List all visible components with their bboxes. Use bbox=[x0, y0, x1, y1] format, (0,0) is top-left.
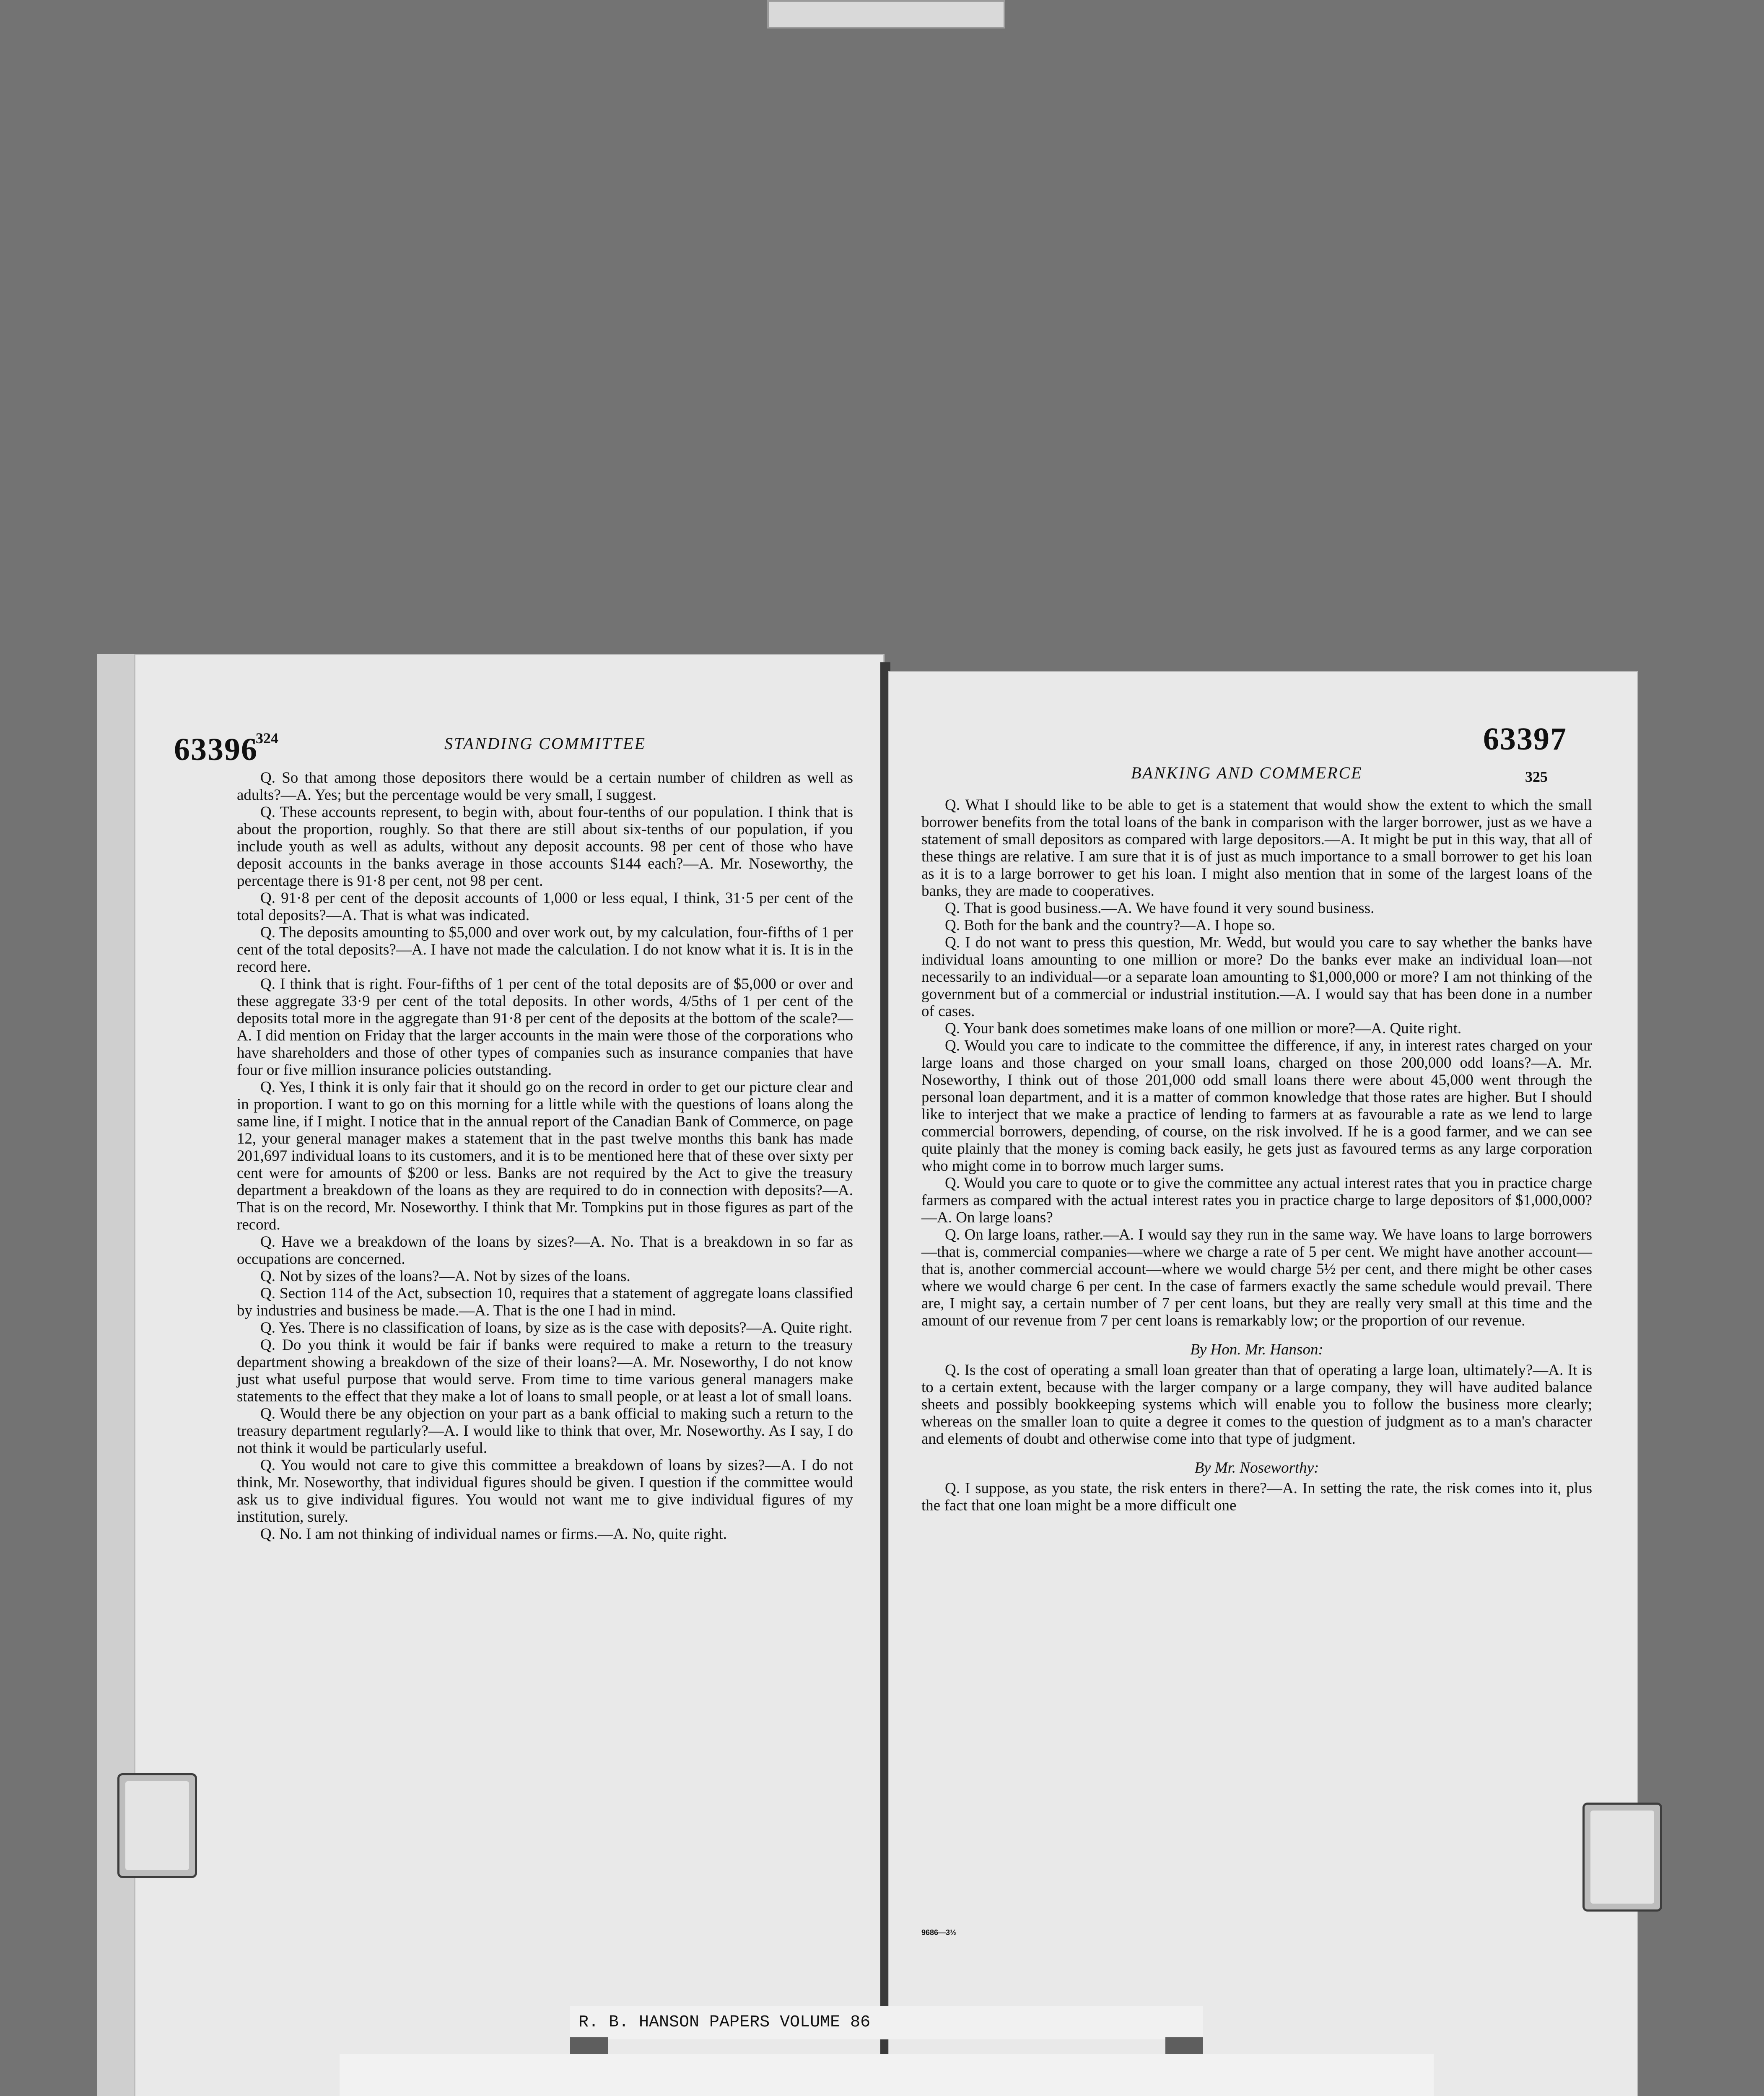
footer-printer-mark: 9686—3½ bbox=[921, 1928, 957, 1937]
right-paragraph: Q. I do not want to press this question, Mr. Wedd, but would you care to say whether the banks have individual loans amounting to one million or more? Do the banks ever make an individual loan—not necessarily to an individual—or a separate loan amounting to $1,000,000 or more? I am not thinking of the government but of a commercial or industrial institution.—A. I would say that has been done in a number of cases. bbox=[921, 934, 1592, 1020]
left-paragraph: Q. No. I am not thinking of individual names or firms.—A. No, quite right. bbox=[260, 1525, 727, 1543]
page-stack-edge bbox=[97, 654, 137, 2096]
left-paragraph: Q. Section 114 of the Act, subsection 10, requires that a statement of aggregate loans classified by industries and business be made.—A. That is the one I had in mind. bbox=[237, 1285, 853, 1319]
right-running-head: BANKING AND COMMERCE bbox=[1131, 763, 1363, 782]
right-paragraph: Q. Would you care to quote or to give the committee any actual interest rates that you in practice charge farmers as compared with the actual interest rates you in practice charge to large depositors of $1,000,000?—A. On large loans? bbox=[921, 1175, 1592, 1226]
speaker-heading-noseworthy: By Mr. Noseworthy: bbox=[1194, 1459, 1319, 1476]
archive-card bbox=[340, 2054, 1434, 2096]
left-running-head: STANDING COMMITTEE bbox=[444, 734, 646, 753]
right-paragraph: Q. That is good business.—A. We have found it very sound business. bbox=[945, 900, 1375, 917]
right-paragraph: Q. Both for the bank and the country?—A. I hope so. bbox=[945, 917, 1276, 934]
speaker-heading-hanson: By Hon. Mr. Hanson: bbox=[1190, 1341, 1323, 1358]
right-page-weight bbox=[1582, 1803, 1662, 1912]
left-paragraph: Q. Would there be any objection on your part as a bank official to making such a return to the treasury department regularly?—A. I would like to think that over, Mr. Noseworthy. As I say, I do not think it would be particularly useful. bbox=[237, 1405, 853, 1457]
right-page bbox=[888, 671, 1638, 2096]
right-paragraph: Q. On large loans, rather.—A. I would say they run in the same way. We have loans to large borrowers—that is, commercial companies—where we charge a rate of 5 per cent. We might have another account—that is, another commercial account—where we would charge 5½ per cent, and there might be other cases where we would charge 6 per cent. In the case of farmers exactly the same schedule would prevail. There are, I might say, a certain number of 7 per cent loans, but they are really very small at this time and the amount of our revenue from 7 per cent loans is remarkably low; or the proportion of our revenue. bbox=[921, 1226, 1592, 1329]
right-paragraph: Q. I suppose, as you state, the risk enters in there?—A. In setting the rate, the risk comes into it, plus the fact that one loan might be a more difficult one bbox=[921, 1480, 1592, 1514]
volume-label-strip: R. B. HANSON PAPERS VOLUME 86 bbox=[570, 2006, 1203, 2039]
left-paragraph: Q. Yes, I think it is only fair that it should go on the record in order to get our picture clear and in proportion. I want to go on this morning for a little while with the questions of loans along the same line, if I might. I notice that in the annual report of the Canadian Bank of Commerce, on page 12, your general manager makes a statement that in the past twelve months this bank has made 201,697 individual loans to its customers, and it is to be mentioned here that of these over sixty per cent were for amounts of $200 or less. Banks are not required by the Act to give the treasury department a breakdown of the loans as they are required to do in connection with deposits?—A. That is on the record, Mr. Noseworthy. I think that Mr. Tompkins put in those figures as part of the record. bbox=[237, 1079, 853, 1233]
top-paper-tab bbox=[767, 0, 1005, 29]
left-paragraph: Q. Have we a breakdown of the loans by sizes?—A. No. That is a breakdown in so far as occupations are concerned. bbox=[237, 1233, 853, 1268]
left-paragraph: Q. The deposits amounting to $5,000 and over work out, by my calculation, four-fifths of 1 per cent of the total deposits?—A. I have not made the calculation. I do not know what it is. It is in the record here. bbox=[237, 924, 853, 975]
left-page-number: 324 bbox=[256, 730, 278, 747]
left-paragraph: Q. Do you think it would be fair if banks were required to make a return to the treasury department showing a breakdown of the size of their loans?—A. Mr. Noseworthy, I do not know just what useful purpose that would serve. From time to time various general managers make statements to the effect that they make a lot of loans to small people, or at least a lot of small loans. bbox=[237, 1336, 853, 1405]
left-paragraph: Q. 91·8 per cent of the deposit accounts of 1,000 or less equal, I think, 31·5 per cent of the total deposits?—A. That is what was indicated. bbox=[237, 890, 853, 924]
right-paragraph: Q. Is the cost of operating a small loan greater than that of operating a large loan, ultimately?—A. It is to a certain extent, because with the larger company or a large company, they will have audited balance sheets and possibly bookkeeping systems which will enable you to follow the business more clearly; whereas on the smaller loan to quite a degree it comes to the question of judgment as to a man's character and elements of doubt and otherwise come into that type of judgment. bbox=[921, 1362, 1592, 1447]
right-paragraph: Q. What I should like to be able to get is a statement that would show the extent to which the small borrower benefits from the total loans of the bank in comparison with the larger borrower, just as we have a statement of small depositors as compared with large depositors.—A. It might be put in this way, that all of these things are relative. I am sure that it is of just as much importance to a small borrower to get his loan as it is to a large borrower to get his loan. I might also mention that in some of the largest loans of the banks, they are made to cooperatives. bbox=[921, 796, 1592, 900]
left-page-weight bbox=[117, 1773, 197, 1878]
left-body-text bbox=[237, 769, 853, 1543]
right-paragraph: Q. Would you care to indicate to the committee the difference, if any, in interest rates charged on your large loans and those charged on your small loans, charged on those 200,000 odd loans?—A. Mr. Noseworthy, I think out of those 201,000 odd small loans there were about 45,000 went through the personal loan department, and it is a matter of common knowledge that those rates are higher. But I should like to interject that we make a practice of lending to farmers at as favourable a rate as we lend to large commercial borrowers, depending, of course, on the risk involved. If he is a good farmer, and we can see quite plainly that the money is coming back easily, he gets just as favoured terms as any large corporation who might come in to borrow much larger sums. bbox=[921, 1037, 1592, 1175]
right-stamp-number: 63397 bbox=[1483, 721, 1567, 757]
left-paragraph: Q. Not by sizes of the loans?—A. Not by sizes of the loans. bbox=[260, 1268, 630, 1285]
left-paragraph: Q. So that among those depositors there would be a certain number of children as well as adults?—A. Yes; but the percentage would be very small, I suggest. bbox=[237, 769, 853, 804]
left-page bbox=[134, 654, 885, 2096]
left-stamp-number: 63396 bbox=[174, 732, 258, 767]
left-paragraph: Q. I think that is right. Four-fifths of 1 per cent of the total deposits are of $5,000 or over and these aggregate 33·9 per cent of the total deposits. In other words, 4/5ths of 1 per cent of the deposits total more in the aggregate than 91·8 per cent of the deposits at the bottom of the scale?—A. I did mention on Friday that the larger accounts in the main were those of the corporations who have shareholders and those of other types of companies such as insurance companies that have four or five million insurance policies outstanding. bbox=[237, 975, 853, 1079]
left-paragraph: Q. Yes. There is no classification of loans, by size as is the case with deposits?—A. Quite right. bbox=[260, 1319, 853, 1336]
right-body-text bbox=[921, 796, 1592, 1514]
left-paragraph: Q. You would not care to give this committee a breakdown of loans by sizes?—A. I do not think, Mr. Noseworthy, that individual figures should be given. I question if the committee would ask us to give individual figures. You would not want me to give individual figures of my institution, surely. bbox=[237, 1457, 853, 1525]
right-page-number: 325 bbox=[1525, 768, 1548, 785]
right-paragraph: Q. Your bank does sometimes make loans of one million or more?—A. Quite right. bbox=[945, 1020, 1462, 1037]
left-paragraph: Q. These accounts represent, to begin with, about four-tenths of our population. I think that is about the proportion, roughly. So that there are still about six-tenths of our population, if you include youth as well as adults, without any deposit accounts. 98 per cent of those who have deposit accounts in the banks average in those accounts $144 each?—A. Mr. Noseworthy, the percentage there is 91·8 per cent, not 98 per cent. bbox=[237, 804, 853, 890]
